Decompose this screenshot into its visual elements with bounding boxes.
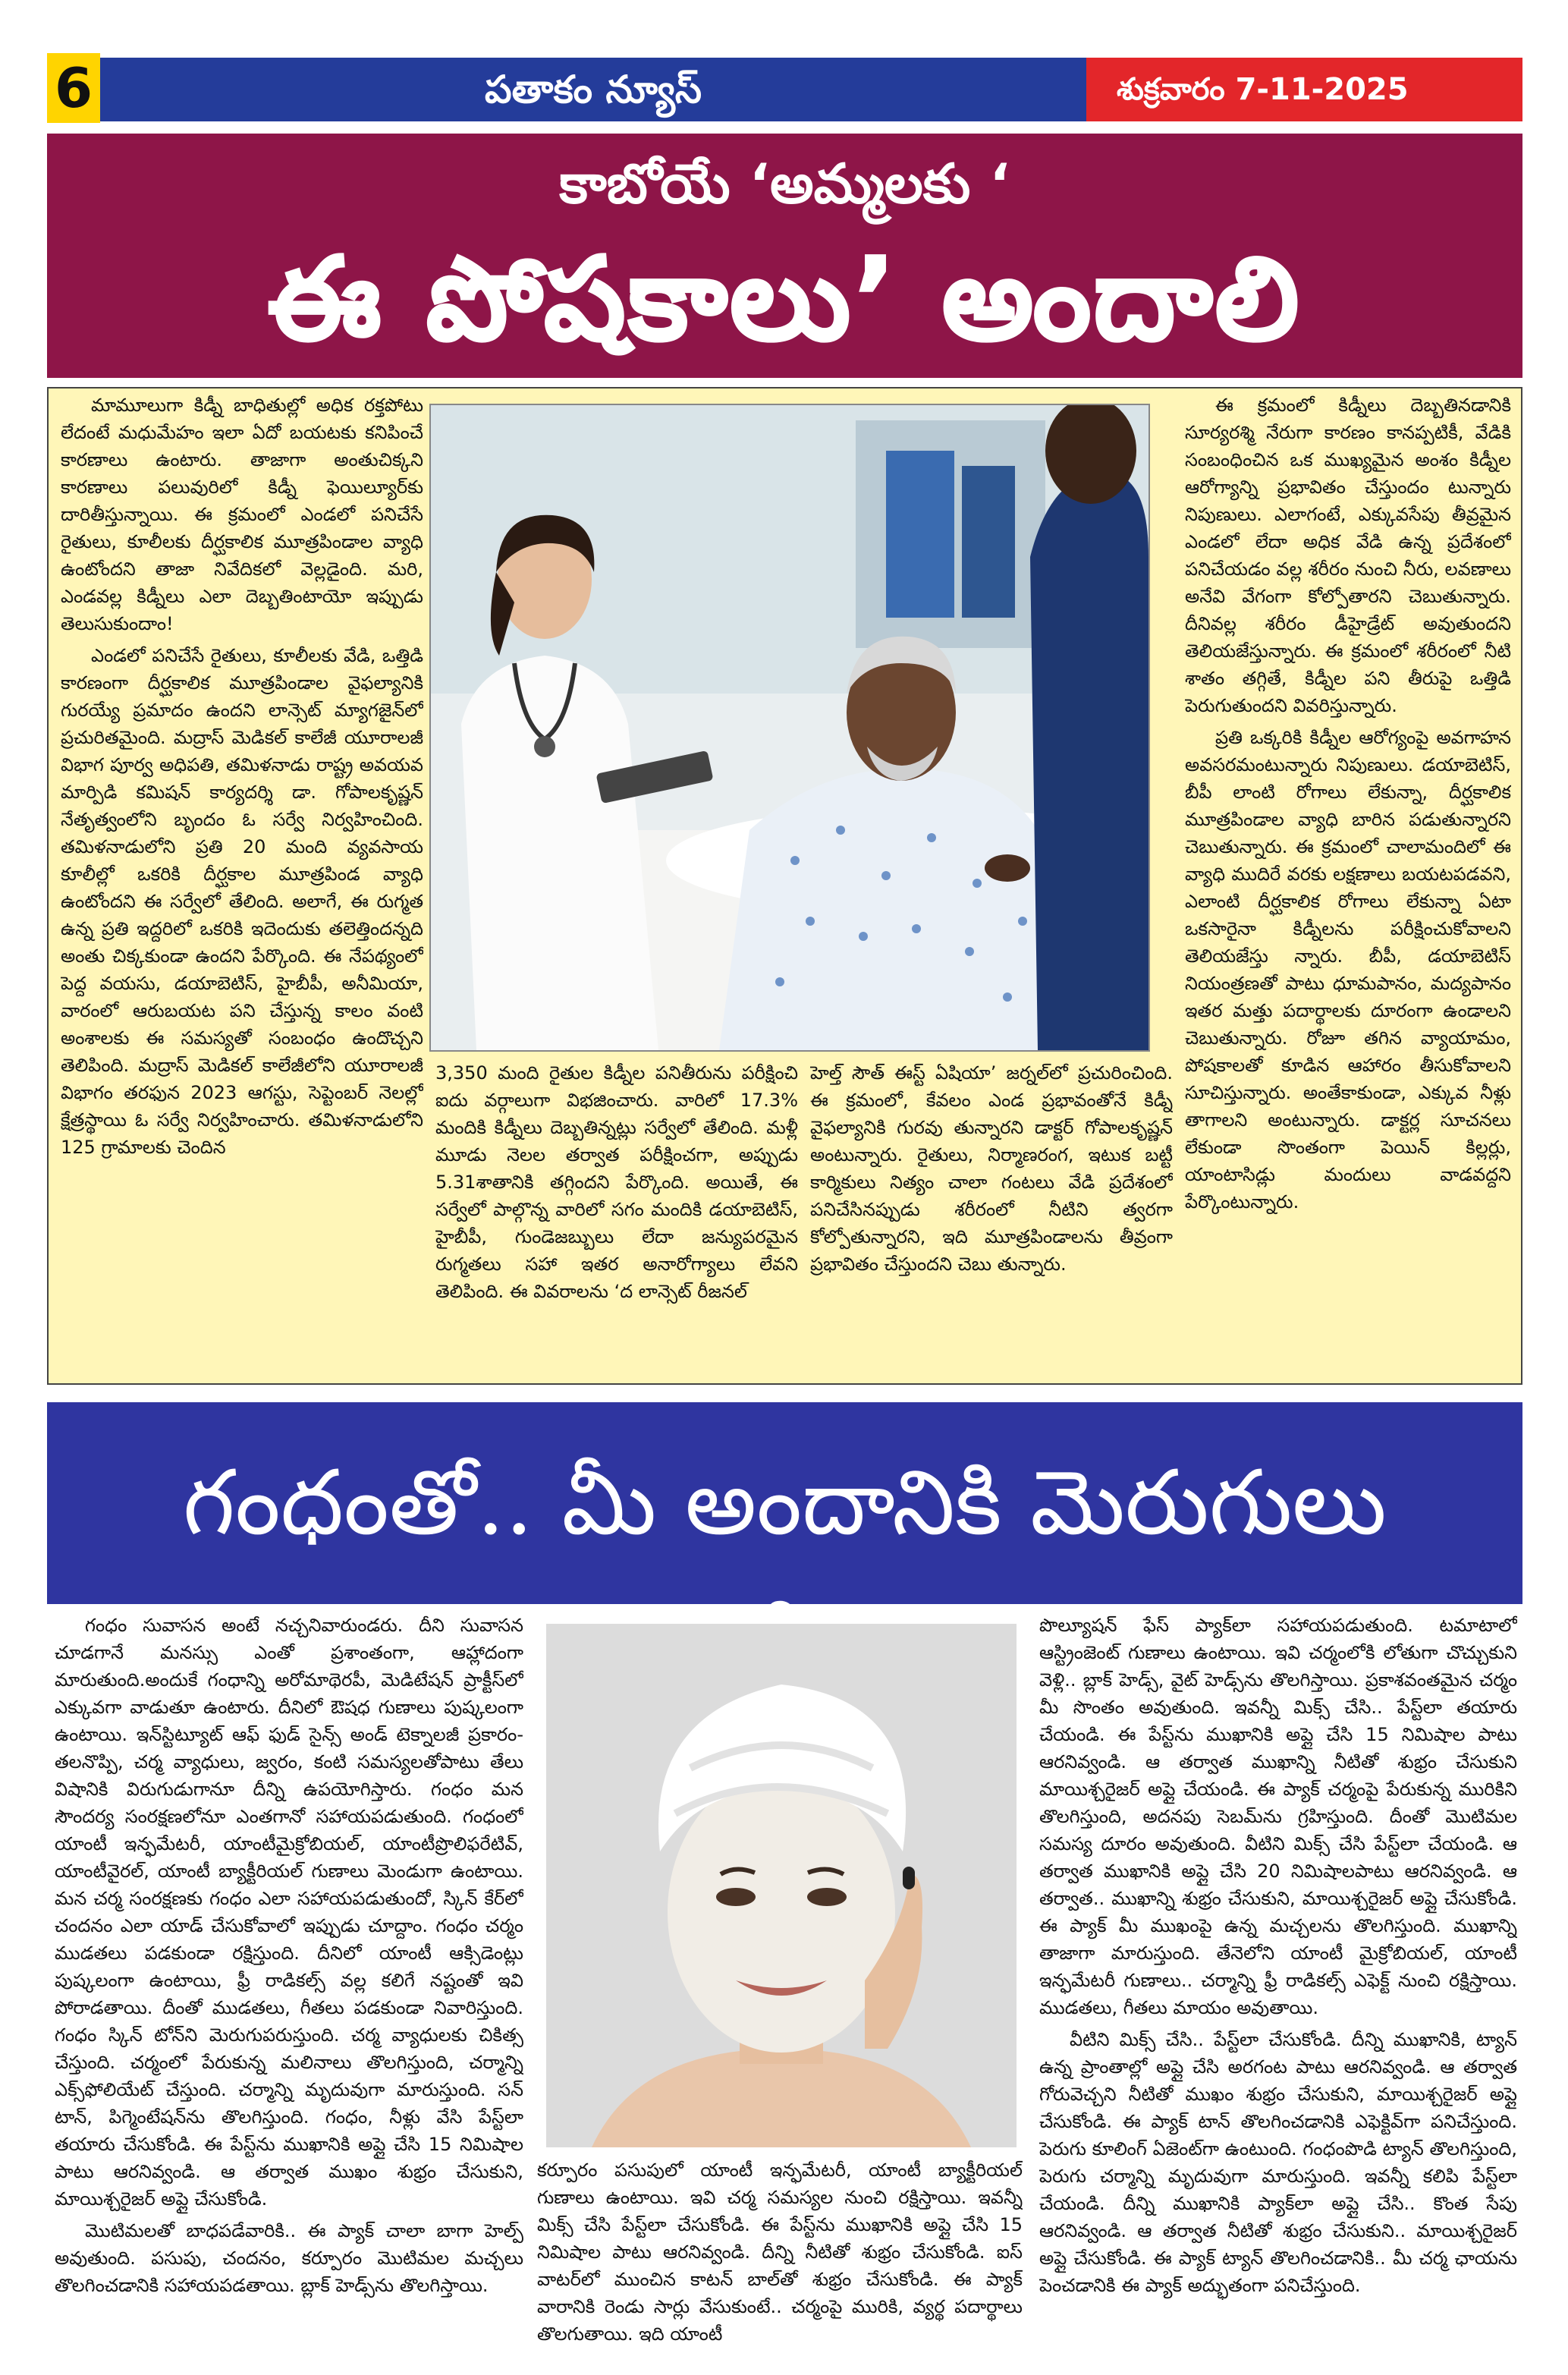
page-number: 6 [47, 53, 100, 123]
face-mask-photo [546, 1624, 1017, 2147]
article-1-column-2 [435, 1059, 798, 1378]
paragraph: కర్పూరం పసుపులో యాంటీ ఇన్ఫమేటరీ, యాంటీ బ్యాక్టీరియల్ గుణాలు ఉంటాయి. ఇవి చర్మ సమస్యల నుంచి రక్షిస్తాయి. ఇవన్నీ మిక్స్ చేసి పేస్ట్‌లా చేసుకోండి. ఈ పేస్ట్‌ను ముఖానికి అప్లై చేసి 15 నిమిషాల పాటు ఆరనివ్వండి. దీన్ని నీటితో శుభ్రం చేసుకోండి. ఐస్ వాటర్‌లో ముంచిన కాటన్ బాల్‌తో శుభ్రం చేసుకోండి. ఈ ప్యాక్ వారానికి రెండు సార్లు వేసుకుంటే.. చర్మంపై మురికి, వ్యర్థ పదార్థాలు తొలగుతాయి. ఇది యాంటీ [537, 2160, 1023, 2345]
article-2-column-3 [1039, 1612, 1517, 2363]
paragraph: ఎండలో పనిచేసే రైతులు, కూలీలకు వేడి, ఒత్తిడి కారణంగా దీర్ఘకాలిక మూత్రపిండాల వైఫల్యానికి గురయ్యే ప్రమాదం ఉందని లాన్సెట్ మ్యాగజైన్‌లో ప్రచురితమైంది. మద్రాస్ మెడికల్ కాలేజీ యూరాలజీ విభాగ పూర్వ అధిపతి, తమిళనాడు రాష్ట్ర అవయవ మార్పిడి కమిషన్ కార్యదర్శి డా. గోపాలకృష్ణన్ నేతృత్వంలోని బృందం ఓ సర్వే నిర్వహించింది. తమిళనాడులోని ప్రతి 20 మంది వ్యవసాయ కూలీల్లో ఒకరికి దీర్ఘకాల మూత్రపిండ వ్యాధి ఉంటోందని ఈ సర్వేలో తేలింది. అలాగే, ఈ రుగ్మత ఉన్న ప్రతి ఇద్దరిలో ఒకరికి ఇదెందుకు తలెత్తిందన్నది అంతు చిక్కకుండా ఉందని పేర్కొంది. ఈ నేపథ్యంలో పెద్ద వయసు, డయాబెటిస్, హైబీపీ, అనీమియా, వారంలో ఆరుబయట పని చేస్తున్న కాలం వంటి అంశాలకు ఈ సమస్యతో సంబంధం ఉందొచ్చని తెలిపింది. మద్రాస్ మెడికల్ కాలేజీలోని యూరాలజీ విభాగం తరఫున 2023 ఆగస్టు, సెప్టెంబర్ నెలల్లో క్షేత్రస్థాయి ఓ సర్వే నిర్వహించారు. తమిళనాడులోని 125 గ్రామాలకు చెందిన [61, 645, 423, 1158]
paragraph: హెల్త్ సౌత్ ఈస్ట్ ఏషియా’ జర్నల్‌లో ప్రచురించింది. ఈ క్రమంలో, కేవలం ఎండ ప్రభావంతోనే కిడ్నీ వైఫల్యానికి గురవు తున్నారని డాక్టర్ గోపాలకృష్ణన్ అంటున్నారు. రైతులు, నిర్మాణరంగ, ఇటుక బట్టీ కార్మికులు నిత్యం చాలా గంటలు వేడి ప్రదేశంలో పనిచేసినప్పుడు శరీరంలో నీటిని త్వరగా కోల్పోతున్నారని, ఇది మూత్రపిండాలను తీవ్రంగా ప్రభావితం చేస్తుందని చెబు తున్నారు. [810, 1062, 1173, 1275]
paragraph: మామూలుగా కిడ్నీ బాధితుల్లో అధిక రక్తపోటు లేదంటే మధుమేహం ఇలా ఏదో బయటకు కనిపించే కారణాలు ఉంటారు. తాజాగా అంతుచిక్కని కారణాలు పలువురిలో కిడ్నీ ఫెయిల్యూర్‌కు దారితీస్తున్నాయి. ఈ క్రమంలో ఎండలో పనిచేసే రైతులు, కూలీలకు దీర్ఘకాలిక మూత్రపిండాల వ్యాధి ఉంటోందని తాజా నివేదికలో వెల్లడైంది. మరి, ఎండవల్ల కిడ్నీలు ఎలా దెబ్బతింటాయో ఇప్పుడు తెలుసుకుందాం! [61, 395, 423, 634]
issue-date: శుక్రవారం 7-11-2025 [1086, 58, 1522, 121]
article-1-column-1 [61, 392, 423, 1378]
paragraph: పొల్యూషన్ ఫేస్ ప్యాక్‌లా సహాయపడుతుంది. టమాటాలో ఆస్ట్రింజెంట్ గుణాలు ఉంటాయి. ఇవి చర్మంలోకి లోతుగా చొచ్చుకుని వెళ్లి.. బ్లాక్ హెడ్స్, వైట్ హెడ్స్‌ను తొలగిస్తాయి. ప్రకాశవంతమైన చర్మం మీ సొంతం అవుతుంది. ఇవన్నీ మిక్స్ చేసి.. పేస్ట్‌లా తయారు చేయండి. ఈ పేస్ట్‌ను ముఖానికి అప్లై చేసి 15 నిమిషాల పాటు ఆరనివ్వండి. ఆ తర్వాత ముఖాన్ని నీటితో శుభ్రం చేసుకుని మాయిశ్చరైజర్ అప్లై చేయండి. ఈ ప్యాక్ చర్మంపై పేరుకున్న మురికిని తొలగిస్తుంది, అదనపు సెబమ్‌ను గ్రహిస్తుంది. దీంతో మొటిమల సమస్య దూరం అవుతుంది. వీటిని మిక్స్ చేసి పేస్ట్‌లా చేయండి. ఆ తర్వాత ముఖానికి అప్లై చేసి 20 నిమిషాలపాటు ఆరనివ్వండి. ఆ తర్వాత.. ముఖాన్ని శుభ్రం చేసుకుని, మాయిశ్చరైజర్ అప్లై చేసుకోండి. ఈ ప్యాక్ మీ ముఖంపై ఉన్న మచ్చలను తొలగిస్తుంది. ముఖాన్ని తాజాగా మారుస్తుంది. తేనెలోని యాంటీ మైక్రోబియల్, యాంటీ ఇన్ఫమేటరీ గుణాలు.. చర్మాన్ని ఫ్రీ రాడికల్స్ ఎఫెక్ట్ నుంచి రక్షిస్తాయి. ముడతలు, గీతలు మాయం అవుతాయి. [1039, 1615, 1517, 2018]
headline-1-kicker: కాబోయే ‘అమ్మలకు ‘ [559, 152, 1010, 215]
doctor-patient-photo [429, 404, 1150, 1052]
paragraph: ప్రతి ఒక్కరికి కిడ్నీల ఆరోగ్యంపై అవగాహన అవసరమంటున్నారు నిపుణులు. డయాబెటిస్, బీపీ లాంటి రోగాలు లేకున్నా, దీర్ఘకాలిక మూత్రపిండాల వ్యాధి బారిన పడుతున్నారని చెబుతున్నారు. ఈ క్రమంలో చాలామందిలో ఈ వ్యాధి ముదిరే వరకు లక్షణాలు బయటపడవని, ఎలాంటి దీర్ఘకాలిక రోగాలు లేకున్నా ఏటా ఒకసారైనా కిడ్నీలను పరీక్షించుకోవాలని తెలియజేస్తు న్నారు. బీపీ, డయాబెటిస్ నియంత్రణతో పాటు ధూమపానం, మద్యపానం ఇతర మత్తు పదార్థాలకు దూరంగా ఉండాలని చెబుతున్నారు. రోజూ తగిన వ్యాయామం, పోషకాలతో కూడిన ఆహారం తీసుకోవాలని సూచిస్తున్నారు. అంతేకాకుండా, ఎక్కువ నీళ్లు తాగాలని అంటున్నారు. డాక్టర్ల సూచనలు లేకుండా సొంతంగా పెయిన్ కిల్లర్లు, యాంటాసిడ్లు మందులు వాడవద్దని పేర్కొంటున్నారు. [1185, 727, 1511, 1213]
article-1-column-3 [810, 1059, 1173, 1378]
paragraph: వీటిని మిక్స్ చేసి.. పేస్ట్‌లా చేసుకోండి. దీన్ని ముఖానికి, ట్యాన్ ఉన్న ప్రాంతాల్లో అప్లై చేసి అరగంట పాటు ఆరనివ్వండి. ఆ తర్వాత గోరువెచ్చని నీటితో ముఖం శుభ్రం చేసుకుని, మాయిశ్చరైజర్ అప్లై చేసుకోండి. ఈ ప్యాక్ టాన్ తొలగించడానికి ఎఫెక్టివ్‌గా పనిచేస్తుంది. పెరుగు కూలింగ్ ఏజెంట్‌గా ఉంటుంది. గంధంపొడి ట్యాన్ తొలగిస్తుంది, పెరుగు చర్మాన్ని మృదువుగా మారుస్తుంది. ఇవన్నీ కలిపి పేస్ట్‌లా చేయండి. దీన్ని ముఖానికి ప్యాక్‌లా అప్లై చేసి.. కొంత సేపు ఆరనివ్వండి. ఆ తర్వాత నీటితో శుభ్రం చేసుకుని.. మాయిశ్చరైజర్ అప్లై చేసుకోండి. ఈ ప్యాక్ ట్యాన్ తొలగించడానికి.. మీ చర్మ ఛాయను పెంచడానికి ఈ ప్యాక్ అద్భుతంగా పనిచేస్తుంది. [1039, 2029, 1517, 2296]
article-2-column-2 [537, 2156, 1023, 2363]
headline-2: గంధంతో.. మీ అందానికి మెరుగులు [183, 1450, 1387, 1555]
paragraph: గంధం సువాసన అంటే నచ్చనివారుండరు. దీని సువాసన చూడగానే మనస్సు ఎంతో ప్రశాంతంగా, ఆహ్లాదంగా మారుతుంది.అందుకే గంధాన్ని అరోమాథెరపీ, మెడిటేషన్ ప్రాక్టీస్‌లో ఎక్కువగా వాడుతూ ఉంటారు. దీనిలో ఔషధ గుణాలు పుష్కలంగా ఉంటాయి. ఇన్‌స్టిట్యూట్ ఆఫ్ ఫుడ్ సైన్స్ అండ్ టెక్నాలజీ ప్రకారం- తలనొప్పి, చర్మ వ్యాధులు, జ్వరం, కంటి సమస్యలతోపాటు తేలు విషానికి విరుగుడుగానూ దీన్ని ఉపయోగిస్తారు. గంధం మన సౌందర్య సంరక్షణలోనూ ఎంతగానో సహాయపడుతుంది. గంధంలో యాంటీ ఇన్ఫమేటరీ, యాంటీమైక్రోబియల్, యాంటీప్రొలిఫరేటివ్, యాంటీవైరల్, యాంటీ బ్యాక్టీరియల్ గుణాలు మెండుగా ఉంటాయి. మన చర్మ సంరక్షణకు గంధం ఎలా సహాయపడుతుందో, స్కిన్ కేర్‌లో చందనం ఎలా యాడ్ చేసుకోవాలో ఇప్పుడు చూద్దాం. గంధం చర్మం ముడతలు పడకుండా రక్షిస్తుంది. దీనిలో యాంటీ ఆక్సిడెంట్లు పుష్కలంగా ఉంటాయి, ఫ్రీ రాడికల్స్ వల్ల కలిగే నష్టంతో ఇవి పోరాడతాయి. దీంతో ముడతలు, గీతలు పడకుండా నివారిస్తుంది. గంధం స్కిన్ టోన్‌ని మెరుగుపరుస్తుంది. చర్మ వ్యాధులకు చికిత్స చేస్తుంది. చర్మంలో పేరుకున్న మలినాలు తొలగిస్తుంది, చర్మాన్ని ఎక్స్‌ఫోలియేట్ చేస్తుంది. చర్మాన్ని మృదువుగా మారుస్తుంది. సన్ టాన్, పిగ్మెంటేషన్‌ను తొలగిస్తుంది. గంధం, నీళ్లు వేసి పేస్ట్‌లా తయారు చేసుకోండి. ఈ పేస్ట్‌ను ముఖానికి అప్లై చేసి 15 నిమిషాల పాటు ఆరనివ్వండి. ఆ తర్వాత ముఖం శుభ్రం చేసుకుని, మాయిశ్చరైజర్ అప్లై చేసుకోండి. [55, 1615, 523, 2210]
headline-1-main: ఈ పోషకాలు’ అందాలి [268, 234, 1302, 366]
woman-face-mask-illustration [546, 1624, 1017, 2147]
paragraph: మొటిమలతో బాధపడేవారికి.. ఈ ప్యాక్ చాలా బాగా హెల్ప్ అవుతుంది. పసుపు, చందనం, కర్పూరం మొటిమల మచ్చలు తొలగించడానికి సహాయపడతాయి. బ్లాక్ హెడ్స్‌ను తొలగిస్తాయి. [55, 2220, 523, 2296]
article-2-column-1 [55, 1612, 523, 2363]
newspaper-name: పతాకం న్యూస్ [100, 58, 1086, 121]
doctor-patient-illustration [431, 405, 1149, 1050]
article-1-column-4 [1185, 392, 1511, 1378]
paragraph: ఈ క్రమంలో కిడ్నీలు దెబ్బతినడానికి సూర్యరశ్మి నేరుగా కారణం కానప్పటికీ, వేడికి సంబంధించిన ఒక ముఖ్యమైన అంశం కిడ్నీల ఆరోగ్యాన్ని ప్రభావితం చేస్తుందం టున్నారు నిపుణులు. ఎలాగంటే, ఎక్కువసేపు తీవ్రమైన ఎండలో లేదా అధిక వేడి ఉన్న ప్రదేశంలో పనిచేయడం వల్ల శరీరం నుంచి నీరు, లవణాలు అనేవి వేగంగా కోల్పోతారని చెబుతున్నారు. దీనివల్ల శరీరం డీహైడ్రేట్ అవుతుందని తెలియజేస్తున్నారు. ఈ క్రమంలో శరీరంలో నీటి శాతం తగ్గితే, కిడ్నీల పని తీరుపై ఒత్తిడి పెరుగుతుందని వివరిస్తున్నారు. [1185, 395, 1511, 716]
paragraph: 3,350 మంది రైతుల కిడ్నీల పనితీరును పరీక్షించి ఐదు వర్గాలుగా విభజించారు. వారిలో 17.3% మందికి కిడ్నీలు దెబ్బతిన్నట్లు సర్వేలో తేలింది. మళ్లీ మూడు నెలల తర్వాత పరీక్షించగా, అప్పుడు 5.31శాతానికి తగ్గిందని పేర్కొంది. అయితే, ఈ సర్వేలో పాల్గొన్న వారిలో సగం మందికి డయాబెటిస్, హైబీపీ, గుండెజబ్బులు లేదా జన్యుపరమైన రుగ్మతలు సహా ఇతర అనారోగ్యాలు లేవని తెలిపింది. ఈ వివరాలను ‘ద లాన్సెట్ రీజనల్ [435, 1062, 798, 1302]
